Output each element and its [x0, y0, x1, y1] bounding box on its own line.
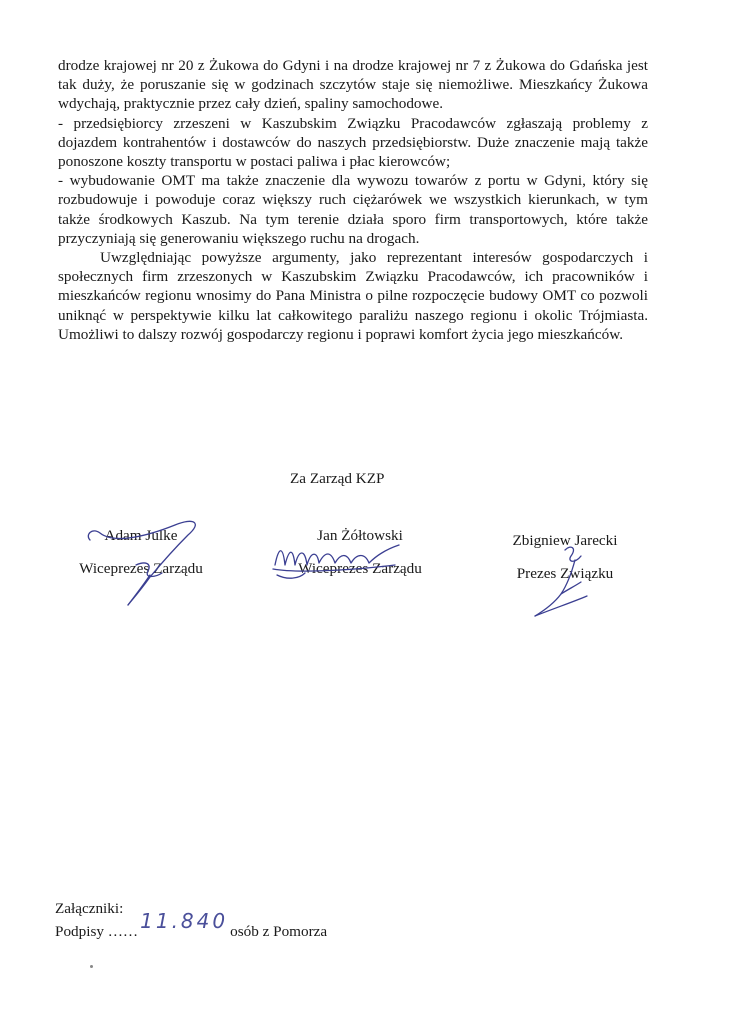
- signature-zoltowski: [265, 535, 415, 585]
- attachments-section: [55, 898, 327, 942]
- signatory-name: Jan Żółtowski: [317, 527, 403, 544]
- attachments-label: Załączniki:: [55, 900, 124, 917]
- signatures-suffix: osób z Pomorza: [230, 923, 328, 940]
- signature-julke: [70, 505, 240, 615]
- paragraph-request: Uwzględniając powyższe argumenty, jako reprezentant interesów gospodarczych i społecznych firm zrzeszonych w Kaszubskim Związku Pracodawców, ich pracowników i mieszkańców regionu wnosimy do Pana Ministra o pilne rozpoczęcie budowy OMT co pozwoli uniknąć w perspektywie kilku lat całkowitego paraliżu naszego regionu i okolic Trójmiasta. Umożliwi to dalszy rozwój gospodarczy regionu i poprawi komfort życia jego mieszkańców.: [58, 249, 648, 343]
- paragraph-port: - wybudowanie OMT ma także znaczenie dla wywozu towarów z portu w Gdyni, który się rozbudowuje i powoduje coraz większy ruch ciężarówek we wszystkich kierunkach, w tym także środkowych Kaszub. Na tym terenie działa sporo firm transportowych, które także przyczyniają się generowaniu większego ruchu na drogach.: [58, 172, 648, 247]
- letter-body: [58, 56, 648, 344]
- signatory-name: Adam Julke: [104, 527, 178, 544]
- paragraph-employers: - przedsiębiorcy zrzeszeni w Kaszubskim Związku Pracodawców zgłaszają problemy z dojazdem kontrahentów i dostawców do naszych przedsiębiorstw. Duże znaczenie mają także ponoszone koszty transportu w postaci paliwa i płac kierowców;: [58, 114, 648, 171]
- signatures-line: [55, 909, 328, 942]
- signature-jarecki: [515, 530, 605, 620]
- signatory-name: Zbigniew Jarecki: [512, 532, 618, 549]
- paragraph-traffic: drodze krajowej nr 20 z Żukowa do Gdyni i na drodze krajowej nr 7 z Żukowa do Gdańska jest tak duży, że poruszanie się w godzinach szczytów staje się niemożliwe. Mieszkańcy Żukowa wdychają, praktycznie przez cały dzień, spaliny samochodowe.: [58, 57, 648, 113]
- signatory-role: Wiceprezes Zarządu: [79, 560, 203, 577]
- signatures-count: 11.840: [140, 909, 229, 933]
- closing-line: Za Zarząd KZP: [290, 470, 385, 487]
- scan-speck: [90, 965, 93, 968]
- signatures-prefix: Podpisy ……: [55, 923, 139, 940]
- signatory-role: Wiceprezes Zarządu: [298, 560, 422, 577]
- signatory-role: Prezes Związku: [516, 565, 614, 582]
